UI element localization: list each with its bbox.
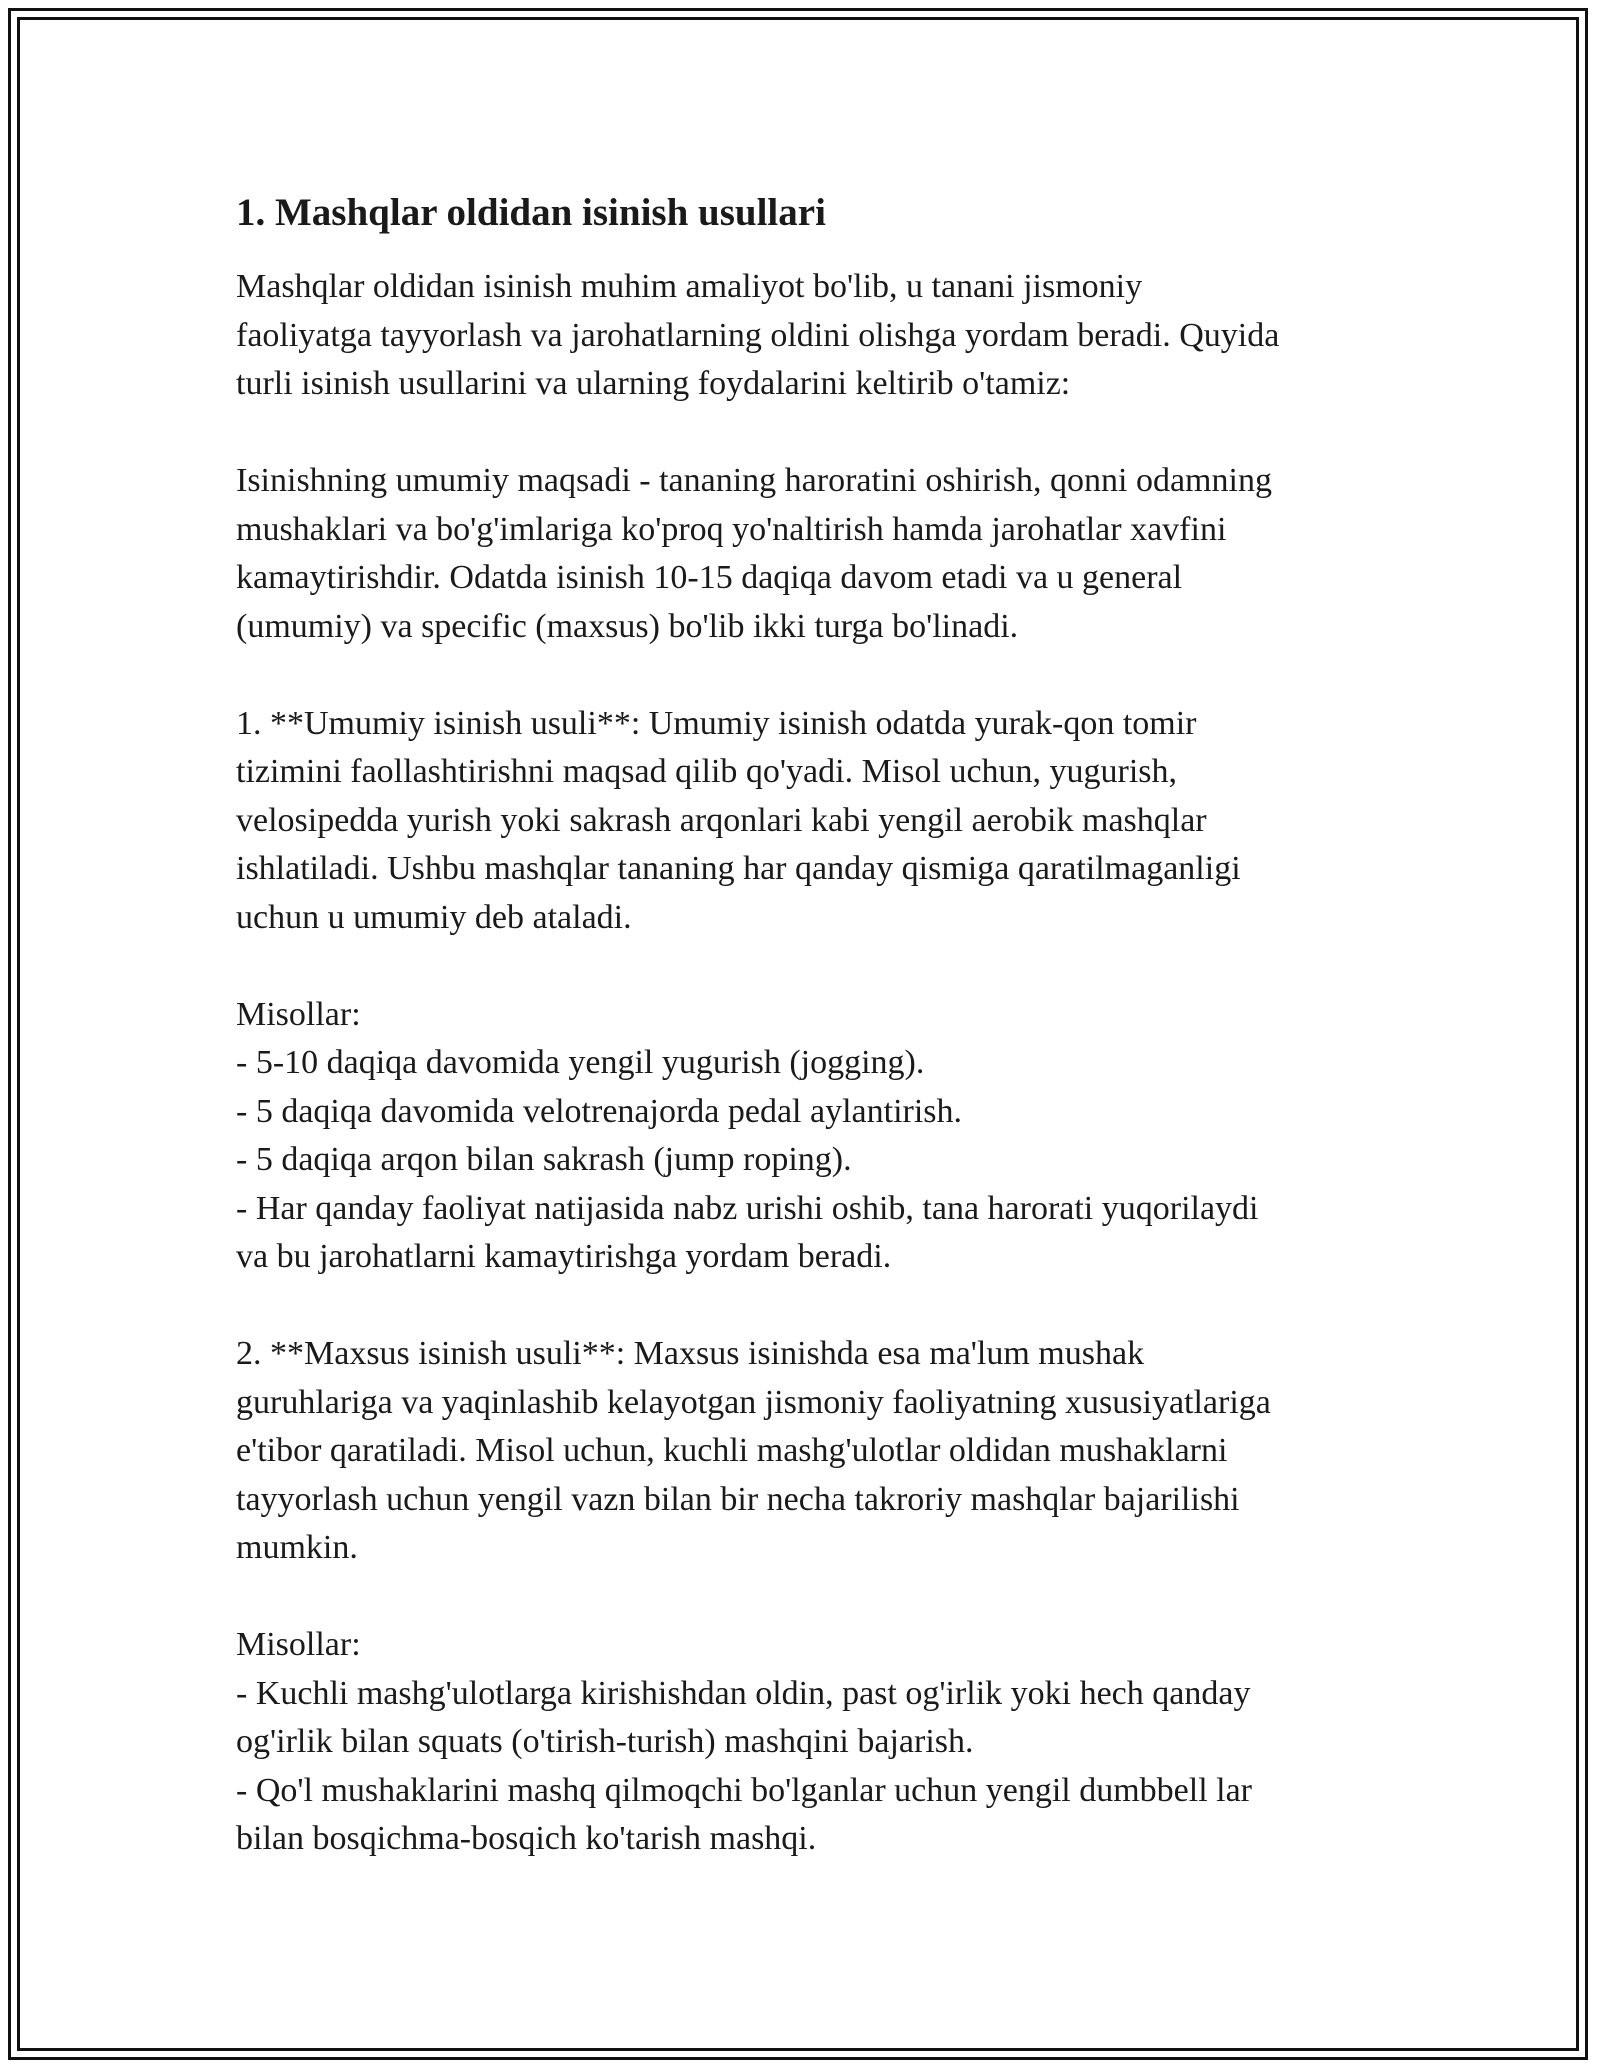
paragraph-gap bbox=[236, 1282, 1376, 1331]
document-title: 1. Mashqlar oldidan isinish usullari bbox=[236, 191, 826, 234]
paragraph-gap bbox=[236, 942, 1376, 991]
general-warmup-paragraph: 1. **Umumiy isinish usuli**: Umumiy isinish odatda yurak-qon tomir tizimini faollashtirishni maqsad qilib qo'yadi. Misol uchun, yugurish, velosipedda yurish yoki sakrash arqonlari kabi yengil aerobik mashqlar ishlatiladi. Ushbu mashqlar tananing har qanday qismiga qaratilmaganligi uchun u umumiy deb ataladi. bbox=[236, 704, 1241, 936]
intro-paragraph: Mashqlar oldidan isinish muhim amaliyot bo'lib, u tanani jismoniy faoliyatga tayyorlash va jarohatlarning oldini olishga yordam beradi. Quyida turli isinish usullarini va ularning foydalarini keltirib o'tamiz: bbox=[236, 268, 1280, 402]
paragraph-gap bbox=[236, 409, 1376, 458]
purpose-paragraph: Isinishning umumiy maqsadi - tananing haroratini oshirish, qonni odamning mushaklari va bo'g'imlariga ko'proq yo'naltirish hamda jarohatlar xavfini kamaytirishdir. Odatda isinish 10-15 daqiqa davom etadi va u general (umumiy) va specific (maxsus) bo'lib ikki turga bo'linadi. bbox=[236, 462, 1272, 645]
specific-warmup-examples: Misollar: - Kuchli mashg'ulotlarga kirishishdan oldin, past og'irlik yoki hech qanday og'irlik bilan squats (o'tirish-turish) mashqini bajarish. - Qo'l mushaklarini mashq qilmoqchi bo'lganlar uchun yengil dumbbell lar bilan bosqichma-bosqich ko'tarish mashqi. bbox=[236, 1626, 1252, 1857]
specific-warmup-paragraph: 2. **Maxsus isinish usuli**: Maxsus isinishda esa ma'lum mushak guruhlariga va yaqinlashib kelayotgan jismoniy faoliyatning xususiyatlariga e'tibor qaratiladi. Misol uchun, kuchli mashg'ulotlar oldidan mushaklarni tayyorlash uchun yengil vazn bilan bir necha takroriy mashqlar bajarilishi mumkin. bbox=[236, 1335, 1271, 1566]
general-warmup-examples: Misollar: - 5-10 daqiqa davomida yengil yugurish (jogging). - 5 daqiqa davomida velotrenajorda pedal aylantirish. - 5 daqiqa arqon bilan sakrash (jump roping). - Har qanday faoliyat natijasida nabz urishi oshib, tana harorati yuqorilaydi va bu jarohatlarni kamaytirishga yordam beradi. bbox=[236, 995, 1259, 1275]
paragraph-gap bbox=[236, 651, 1376, 700]
paragraph-gap bbox=[236, 1573, 1376, 1622]
document-body bbox=[236, 185, 1376, 1864]
